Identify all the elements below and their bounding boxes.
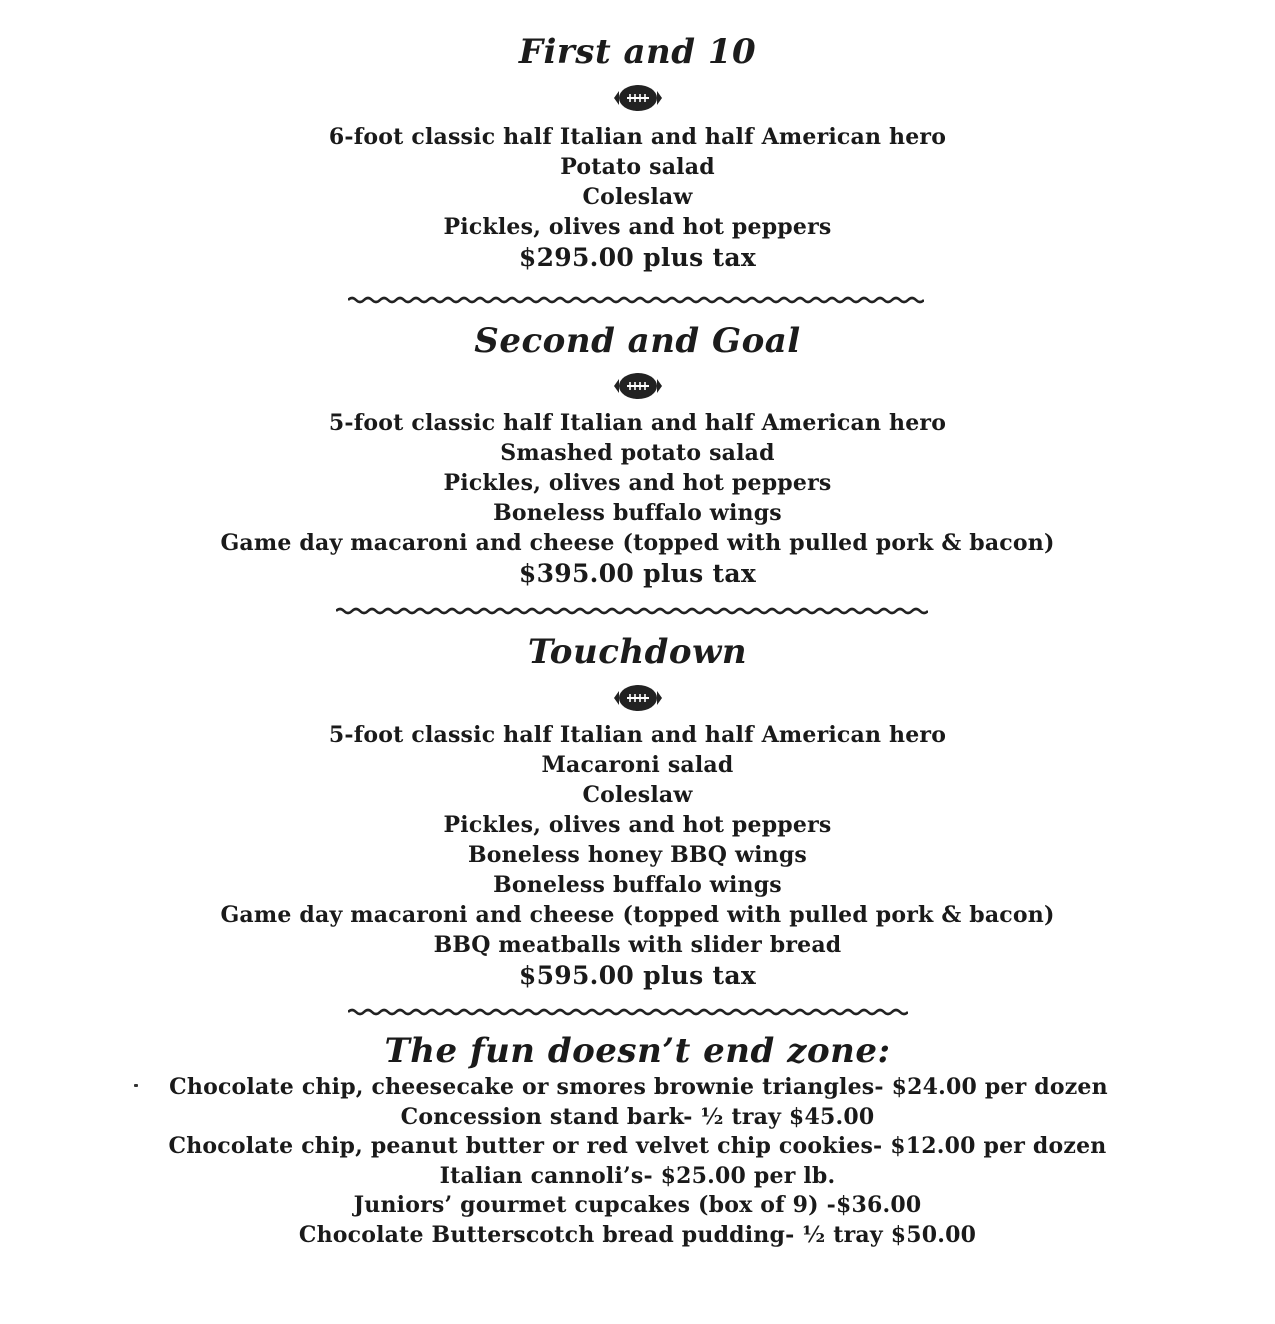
dessert-item: Italian cannoli’s- $25.00 per lb. xyxy=(439,1162,836,1189)
menu-item: 5-foot classic half Italian and half American hero xyxy=(328,410,947,436)
menu-item: BBQ meatballs with slider bread xyxy=(433,932,842,958)
scan-speck xyxy=(134,1084,138,1087)
dessert-item: Concession stand bark- ½ tray $45.00 xyxy=(400,1103,875,1130)
package-first-and-10 xyxy=(0,32,1275,274)
menu-item: Macaroni salad xyxy=(541,752,734,778)
dessert-item: Juniors’ gourmet cupcakes (box of 9) -$36.00 xyxy=(353,1192,922,1218)
desserts-section xyxy=(0,1031,1275,1250)
menu-item: Pickles, olives and hot peppers xyxy=(443,470,832,496)
package-items xyxy=(0,122,1275,242)
menu-item: Coleslaw xyxy=(582,184,693,210)
package-touchdown xyxy=(0,632,1275,992)
desserts-title: The fun doesn’t end zone: xyxy=(384,1031,891,1071)
dessert-item: Chocolate chip, cheesecake or smores brownie triangles- $24.00 per dozen xyxy=(169,1074,1108,1100)
menu-item: Boneless buffalo wings xyxy=(493,500,782,526)
menu-item: 6-foot classic half Italian and half American hero xyxy=(328,124,947,150)
menu-item: Boneless buffalo wings xyxy=(493,872,782,898)
package-title: Second and Goal xyxy=(474,321,801,361)
package-second-and-goal xyxy=(0,321,1275,590)
package-title: Touchdown xyxy=(527,632,748,672)
football-icon xyxy=(611,82,665,114)
dessert-item: Chocolate chip, peanut butter or red velvet chip cookies- $12.00 per dozen xyxy=(168,1133,1107,1159)
dessert-items xyxy=(0,1073,1275,1250)
package-price: $295.00 plus tax xyxy=(518,243,757,272)
menu-item: Game day macaroni and cheese (topped with pulled pork & bacon) xyxy=(220,530,1055,556)
package-title: First and 10 xyxy=(518,32,757,72)
menu-item: 5-foot classic half Italian and half American hero xyxy=(328,722,947,748)
package-price: $595.00 plus tax xyxy=(518,961,757,990)
package-items xyxy=(0,408,1275,558)
menu-item: Pickles, olives and hot peppers xyxy=(443,214,832,240)
menu-item: Coleslaw xyxy=(582,782,693,808)
menu-item: Potato salad xyxy=(560,154,715,180)
package-items xyxy=(0,720,1275,960)
menu-item: Smashed potato salad xyxy=(500,440,775,466)
package-price: $395.00 plus tax xyxy=(518,559,757,588)
menu-item: Game day macaroni and cheese (topped with pulled pork & bacon) xyxy=(220,902,1055,928)
football-icon xyxy=(611,682,665,714)
football-icon xyxy=(611,370,665,402)
wavy-divider xyxy=(336,605,928,617)
wavy-divider xyxy=(348,1006,908,1018)
dessert-item: Chocolate Butterscotch bread pudding- ½ tray $50.00 xyxy=(298,1221,977,1248)
wavy-divider xyxy=(348,294,924,306)
menu-item: Boneless honey BBQ wings xyxy=(467,842,808,868)
menu-item: Pickles, olives and hot peppers xyxy=(443,812,832,838)
